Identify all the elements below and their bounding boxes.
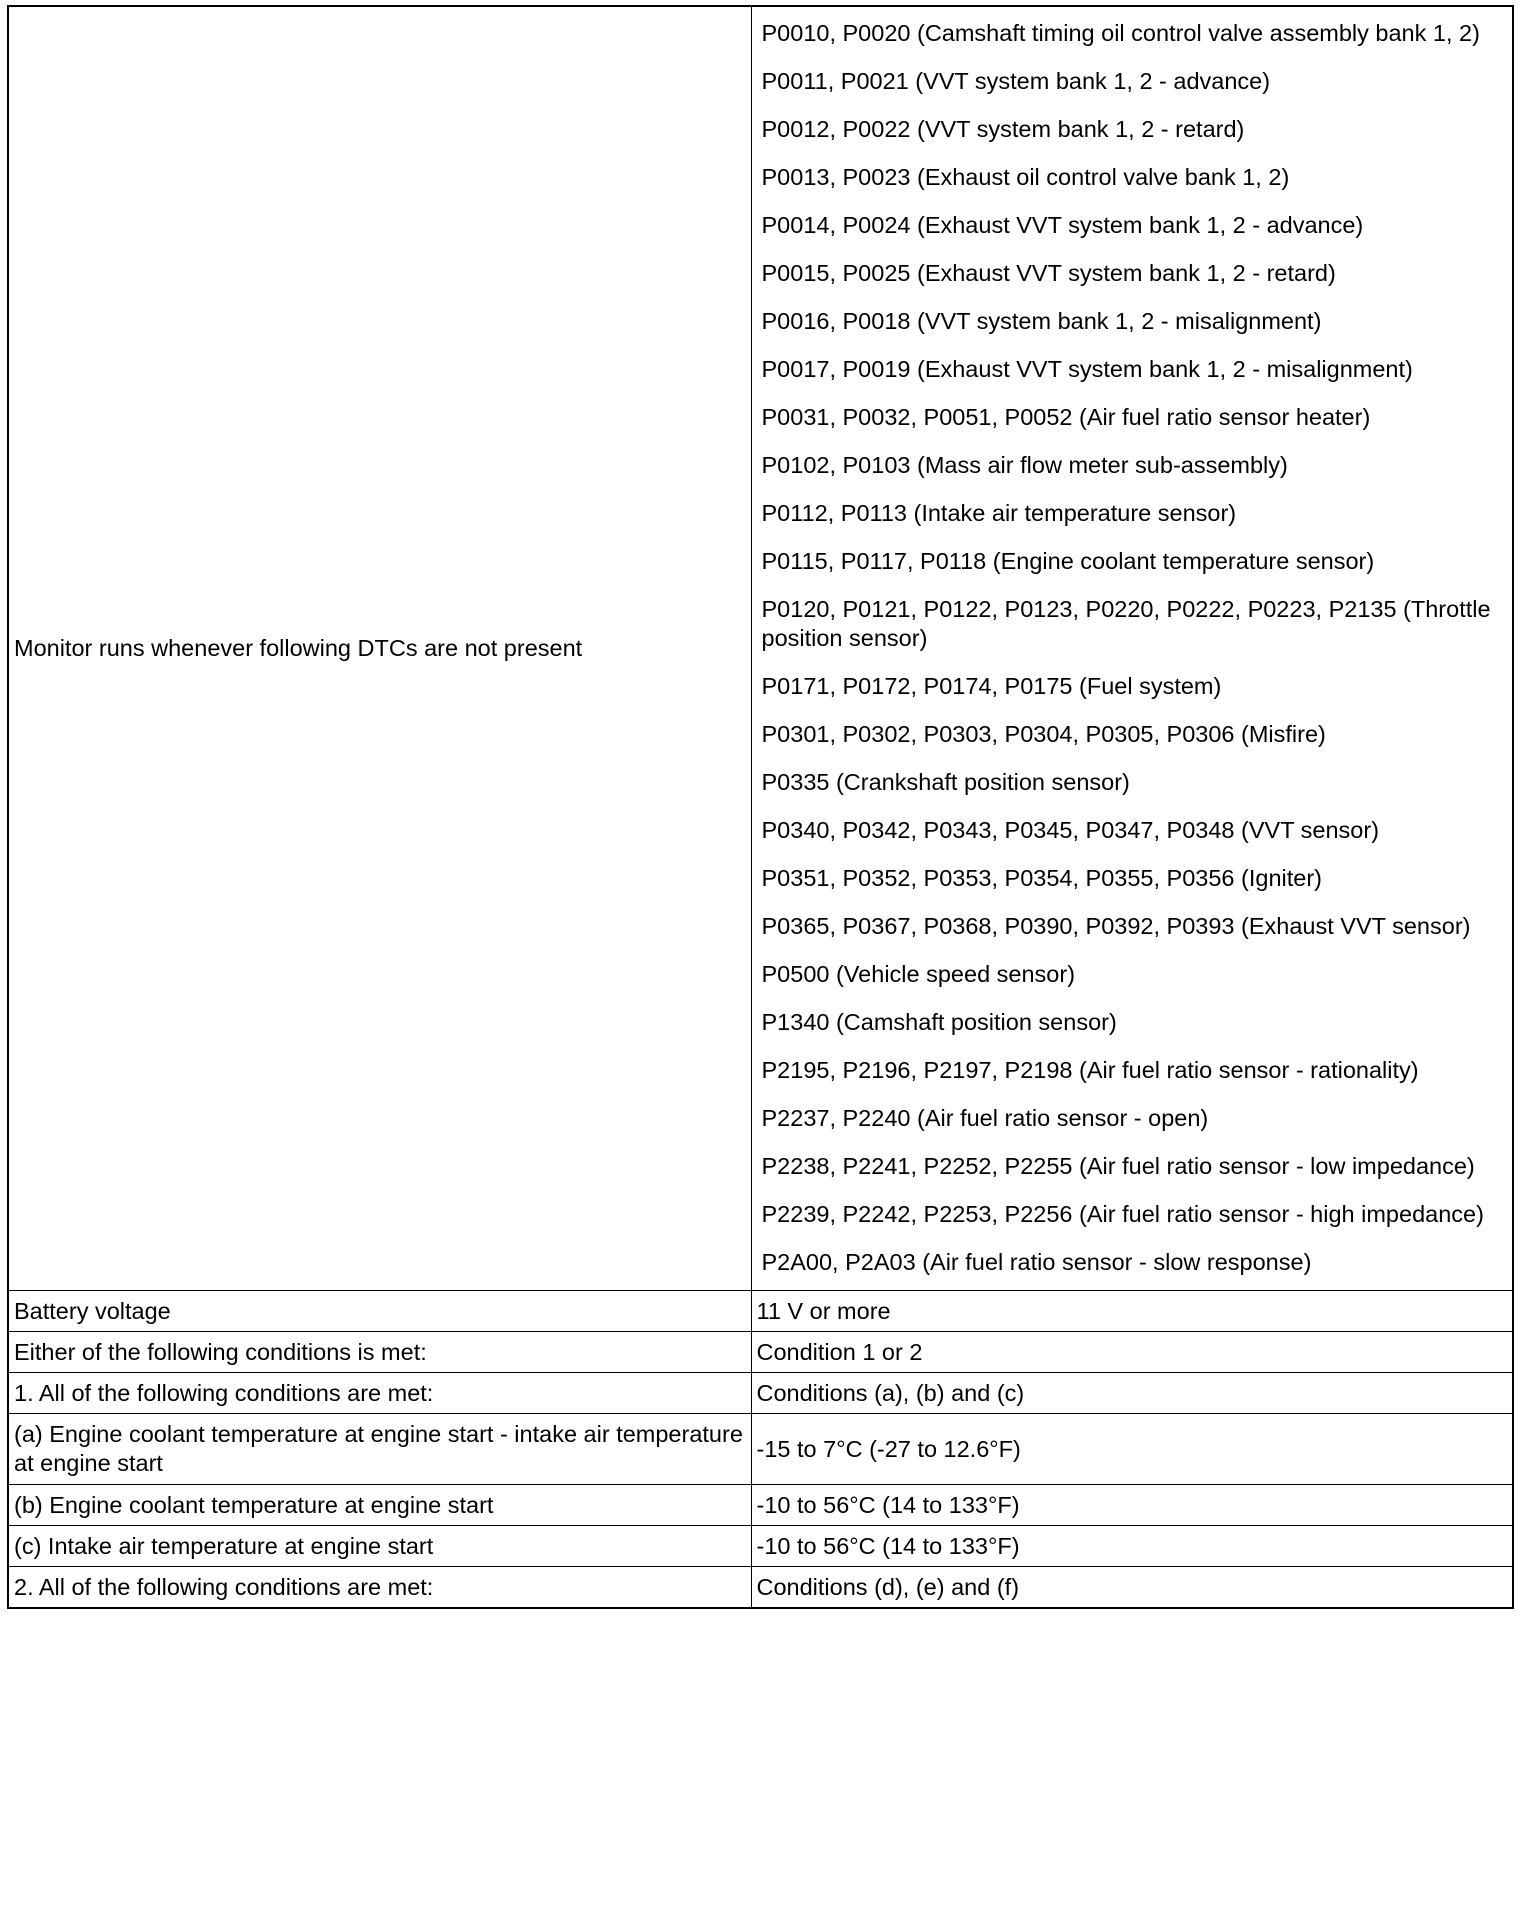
condition-label: 1. All of the following conditions are met: bbox=[8, 1373, 751, 1414]
dtc-condition-label: Monitor runs whenever following DTCs are not present bbox=[8, 6, 751, 1291]
dtc-item: P0016, P0018 (VVT system bank 1, 2 - misalignment) bbox=[761, 308, 1322, 334]
condition-label: 2. All of the following conditions are met: bbox=[8, 1567, 751, 1609]
condition-value: Condition 1 or 2 bbox=[751, 1332, 1513, 1373]
condition-b-row bbox=[8, 1485, 1513, 1526]
dtc-item: P2237, P2240 (Air fuel ratio sensor - open) bbox=[761, 1105, 1209, 1131]
dtc-item: P0017, P0019 (Exhaust VVT system bank 1, 2 - misalignment) bbox=[761, 356, 1413, 382]
spec-page bbox=[7, 5, 1512, 1609]
condition-value: -10 to 56°C (14 to 133°F) bbox=[751, 1526, 1513, 1567]
dtc-item: P1340 (Camshaft position sensor) bbox=[761, 1009, 1117, 1035]
monitor-conditions-table bbox=[7, 5, 1514, 1609]
dtc-item: P2238, P2241, P2252, P2255 (Air fuel ratio sensor - low impedance) bbox=[761, 1153, 1475, 1179]
condition-a-row bbox=[8, 1414, 1513, 1485]
condition-value: Conditions (d), (e) and (f) bbox=[751, 1567, 1513, 1609]
dtc-item: P0031, P0032, P0051, P0052 (Air fuel ratio sensor heater) bbox=[761, 404, 1371, 430]
condition-c-row bbox=[8, 1526, 1513, 1567]
dtc-item: P0500 (Vehicle speed sensor) bbox=[761, 961, 1076, 987]
dtc-item: P0015, P0025 (Exhaust VVT system bank 1, 2 - retard) bbox=[761, 260, 1336, 286]
dtc-item: P0013, P0023 (Exhaust oil control valve bank 1, 2) bbox=[761, 164, 1290, 190]
condition-label: (c) Intake air temperature at engine start bbox=[8, 1526, 751, 1567]
dtc-item: P2195, P2196, P2197, P2198 (Air fuel ratio sensor - rationality) bbox=[761, 1057, 1419, 1083]
dtc-item: P0011, P0021 (VVT system bank 1, 2 - advance) bbox=[761, 68, 1271, 94]
dtc-item: P0112, P0113 (Intake air temperature sensor) bbox=[761, 500, 1237, 526]
dtc-item: P0365, P0367, P0368, P0390, P0392, P0393 (Exhaust VVT sensor) bbox=[761, 913, 1471, 939]
dtc-condition-row bbox=[8, 6, 1513, 1291]
dtc-item: P0340, P0342, P0343, P0345, P0347, P0348 (VVT sensor) bbox=[761, 817, 1380, 843]
condition-value: -10 to 56°C (14 to 133°F) bbox=[751, 1485, 1513, 1526]
condition-value: Conditions (a), (b) and (c) bbox=[751, 1373, 1513, 1414]
dtc-item: P2A00, P2A03 (Air fuel ratio sensor - slow response) bbox=[761, 1249, 1312, 1275]
dtc-item: P0014, P0024 (Exhaust VVT system bank 1, 2 - advance) bbox=[761, 212, 1364, 238]
condition-2-row bbox=[8, 1567, 1513, 1609]
dtc-item: P0301, P0302, P0303, P0304, P0305, P0306 (Misfire) bbox=[761, 721, 1326, 747]
battery-voltage-row bbox=[8, 1291, 1513, 1332]
condition-1-row bbox=[8, 1373, 1513, 1414]
condition-label: (b) Engine coolant temperature at engine start bbox=[8, 1485, 751, 1526]
condition-label: (a) Engine coolant temperature at engine start - intake air temperature at engine start bbox=[8, 1414, 751, 1485]
dtc-item: P0351, P0352, P0353, P0354, P0355, P0356 (Igniter) bbox=[761, 865, 1323, 891]
either-condition-row bbox=[8, 1332, 1513, 1373]
condition-value: -15 to 7°C (-27 to 12.6°F) bbox=[751, 1414, 1513, 1485]
condition-label: Either of the following conditions is met: bbox=[8, 1332, 751, 1373]
dtc-item: P0171, P0172, P0174, P0175 (Fuel system) bbox=[761, 673, 1222, 699]
dtc-item: P0102, P0103 (Mass air flow meter sub-assembly) bbox=[761, 452, 1288, 478]
dtc-item: P0120, P0121, P0122, P0123, P0220, P0222, P0223, P2135 (Throttle position sensor) bbox=[761, 596, 1491, 651]
dtc-item: P0010, P0020 (Camshaft timing oil control valve assembly bank 1, 2) bbox=[761, 20, 1480, 46]
condition-value: 11 V or more bbox=[751, 1291, 1513, 1332]
dtc-list bbox=[751, 6, 1513, 1291]
dtc-item: P0115, P0117, P0118 (Engine coolant temperature sensor) bbox=[761, 548, 1375, 574]
dtc-item: P0012, P0022 (VVT system bank 1, 2 - retard) bbox=[761, 116, 1245, 142]
dtc-item: P0335 (Crankshaft position sensor) bbox=[761, 769, 1130, 795]
dtc-item: P2239, P2242, P2253, P2256 (Air fuel ratio sensor - high impedance) bbox=[761, 1201, 1484, 1227]
condition-label: Battery voltage bbox=[8, 1291, 751, 1332]
